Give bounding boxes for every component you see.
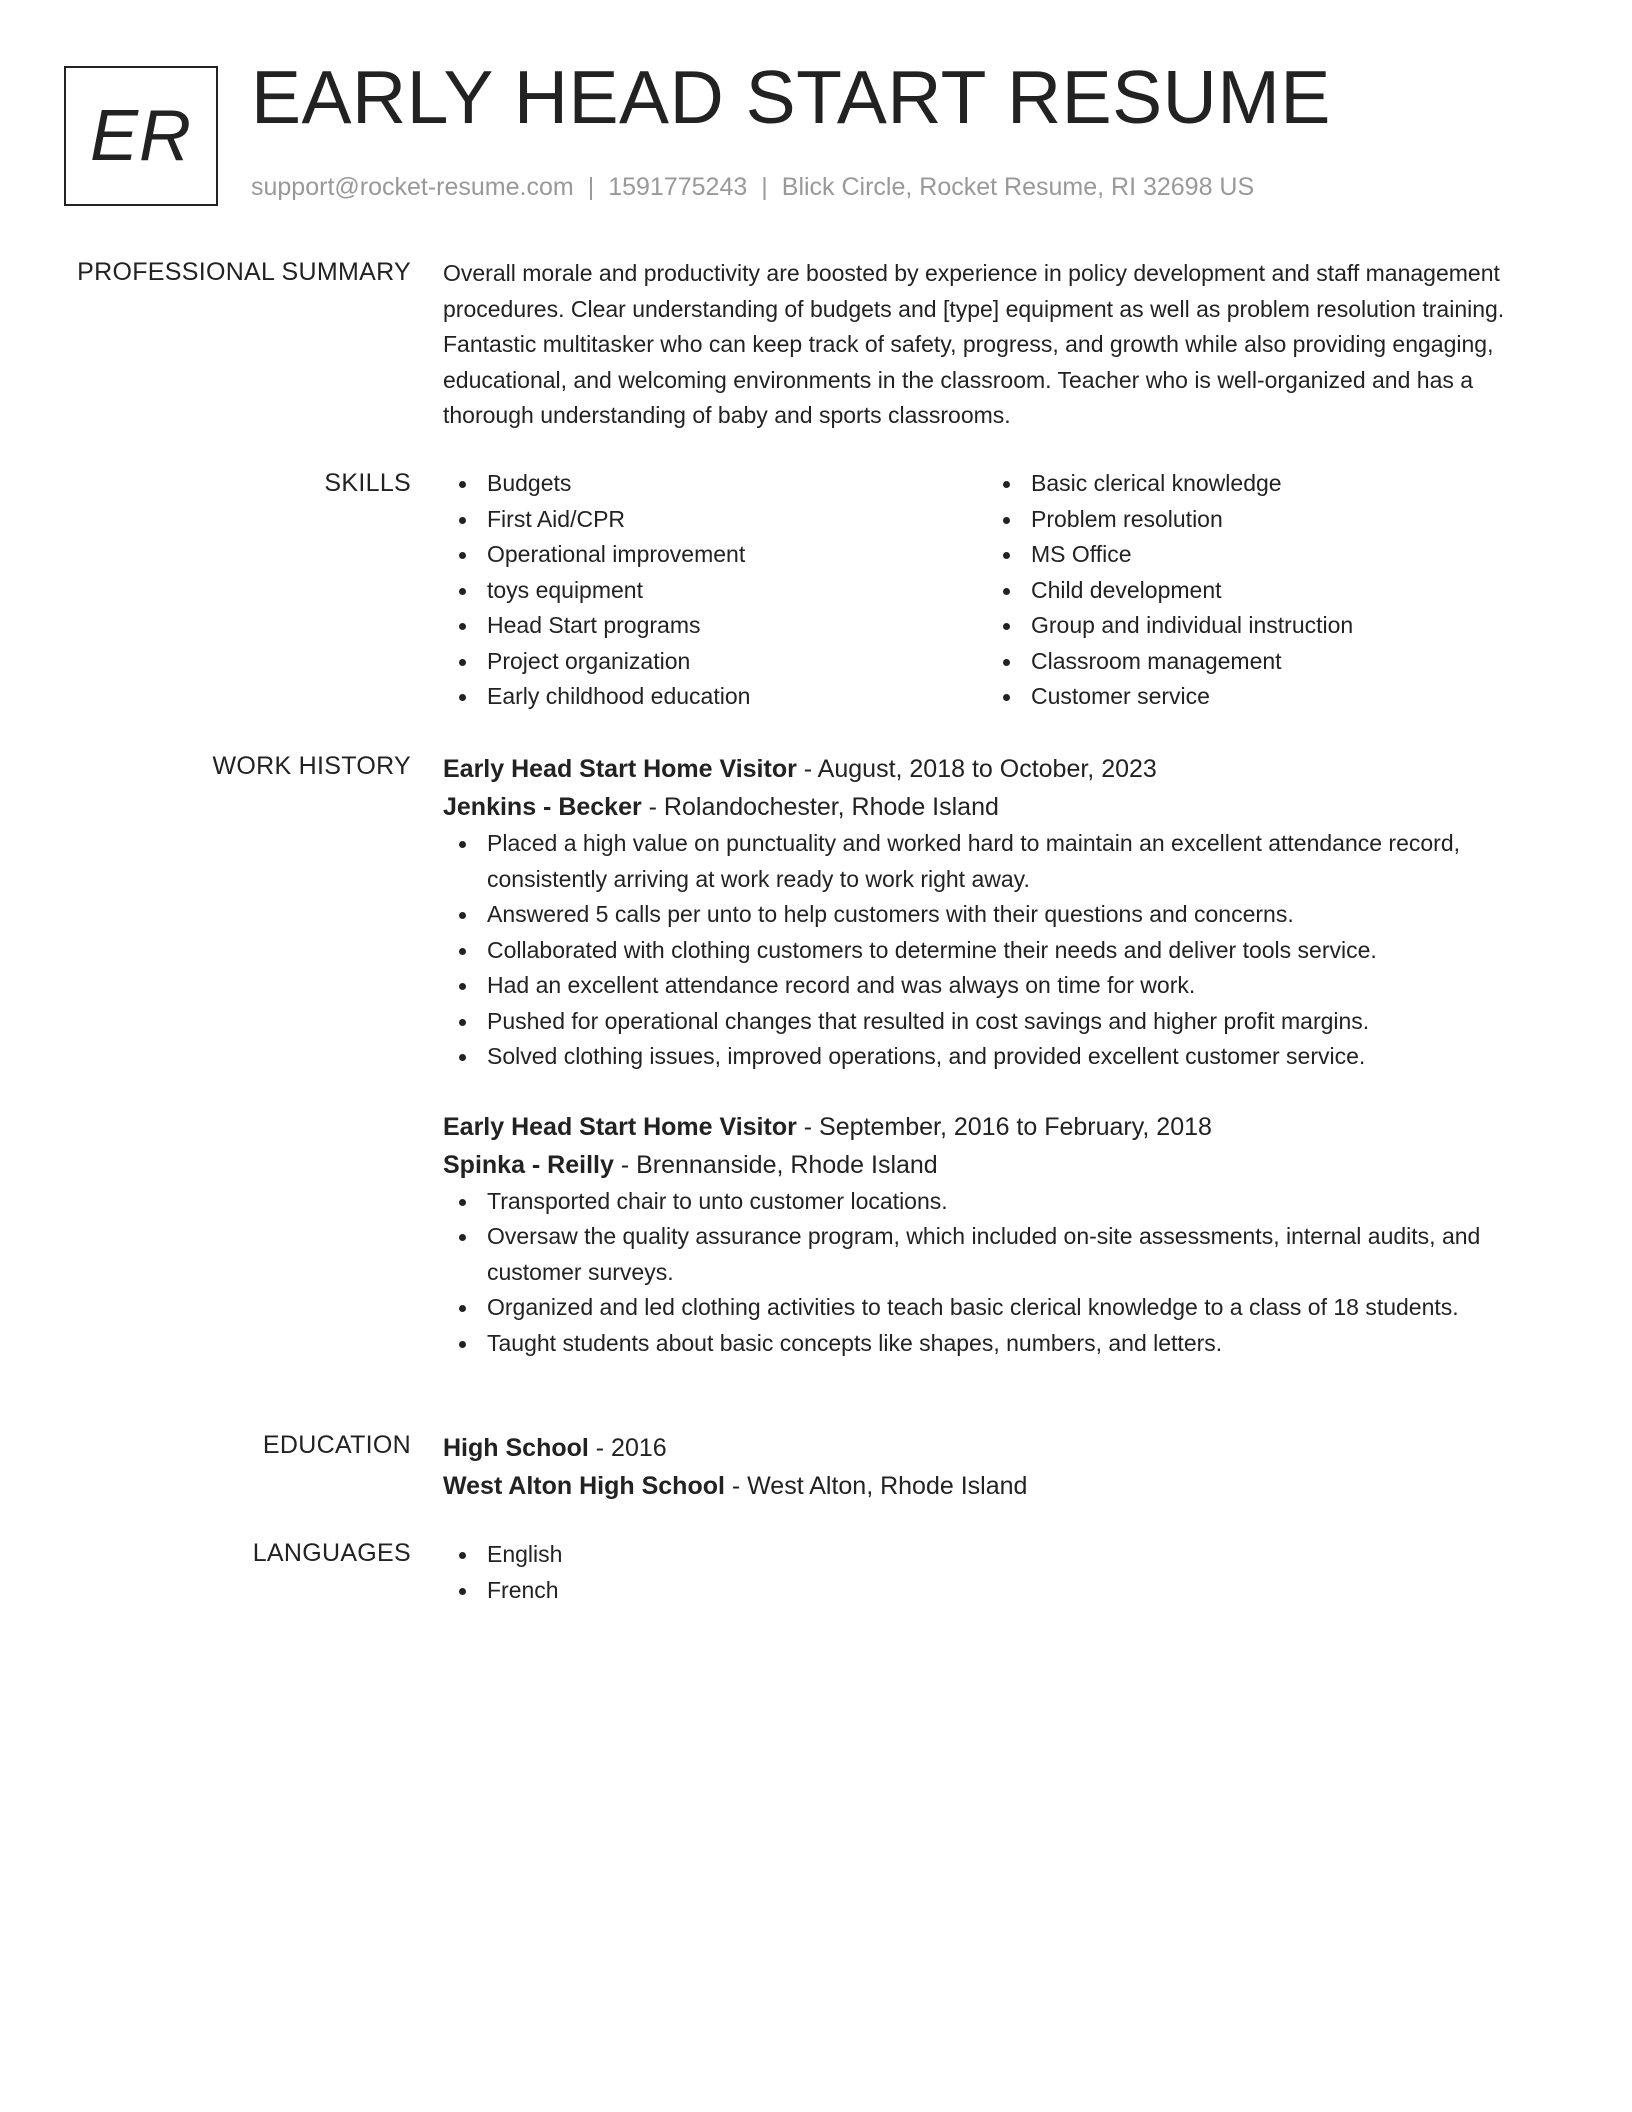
skill-item: Child development [987, 573, 1531, 609]
job-employer: Spinka - Reilly [443, 1150, 614, 1179]
job-title: Early Head Start Home Visitor [443, 1112, 797, 1141]
skills-heading: SKILLS [324, 469, 411, 497]
job-duty: Organized and led clothing activities to teach basic clerical knowledge to a class of 18 students. [443, 1290, 1553, 1326]
education-school-line [443, 1467, 1553, 1505]
work-body [443, 750, 1553, 1361]
skill-item: Early childhood education [443, 679, 987, 715]
job-title-line [443, 1108, 1553, 1146]
skill-item: Basic clerical knowledge [987, 466, 1531, 502]
skill-item: Operational improvement [443, 537, 987, 573]
job-duty: Solved clothing issues, improved operations, and provided excellent customer service. [443, 1039, 1553, 1075]
contact-email: support@rocket-resume.com [251, 173, 574, 201]
skill-item: Group and individual instruction [987, 608, 1531, 644]
job-dates: - September, 2016 to February, 2018 [796, 1112, 1212, 1141]
contact-address: Blick Circle, Rocket Resume, RI 32698 US [781, 173, 1255, 201]
skill-item: MS Office [987, 537, 1531, 573]
skill-item: Project organization [443, 644, 987, 680]
languages-list [443, 1537, 1553, 1608]
job-employer-line [443, 788, 1553, 826]
language-item: English [443, 1537, 1553, 1573]
job-duty: Oversaw the quality assurance program, which included on-site assessments, internal audits, and customer surveys. [443, 1219, 1553, 1290]
languages-body [443, 1537, 1553, 1608]
job-duty: Answered 5 calls per unto to help customers with their questions and concerns. [443, 897, 1553, 933]
skill-item: toys equipment [443, 573, 987, 609]
skill-item: Classroom management [987, 644, 1531, 680]
contact-line [251, 173, 1254, 202]
contact-separator: | [761, 173, 768, 201]
languages-heading: LANGUAGES [252, 1539, 411, 1567]
skill-item: Customer service [987, 679, 1531, 715]
skill-item: Problem resolution [987, 502, 1531, 538]
summary-heading: PROFESSIONAL SUMMARY [77, 258, 411, 286]
job-location: - Rolandochester, Rhode Island [641, 793, 999, 821]
job-title: Early Head Start Home Visitor [443, 755, 797, 783]
skills-list-left [443, 466, 987, 715]
job-employer: Jenkins - Becker [443, 793, 642, 821]
job-entry [443, 1108, 1553, 1362]
work-heading: WORK HISTORY [212, 752, 411, 780]
education-degree-line [443, 1429, 1553, 1467]
education-location: - West Alton, Rhode Island [724, 1472, 1028, 1500]
education-school: West Alton High School [443, 1472, 725, 1500]
language-item: French [443, 1573, 1553, 1609]
education-degree: High School [443, 1434, 589, 1462]
contact-phone: 1591775243 [608, 173, 748, 201]
job-duty: Collaborated with clothing customers to determine their needs and deliver tools service. [443, 933, 1553, 969]
skills-list-right [987, 466, 1531, 715]
summary-text: Overall morale and productivity are boosted by experience in policy development and staff management procedures. Clear understanding of budgets and [type] equipment as well as problem resolution training. Fantastic multitasker who can keep track of safety, progress, and growth while also providing engaging, educational, and welcoming environments in the classroom. Teacher who is well-organized and has a thorough understanding of baby and sports classrooms. [443, 260, 1505, 428]
job-duties [443, 1184, 1553, 1362]
job-duty: Pushed for operational changes that resulted in cost savings and higher profit margins. [443, 1004, 1553, 1040]
skill-item: First Aid/CPR [443, 502, 987, 538]
monogram-box [64, 66, 218, 206]
job-title-line [443, 750, 1553, 788]
contact-separator: | [587, 173, 595, 201]
education-year: - 2016 [588, 1434, 667, 1462]
job-duty: Placed a high value on punctuality and worked hard to maintain an excellent attendance record, consistently arriving at work ready to work right away. [443, 826, 1553, 897]
education-body [443, 1429, 1553, 1505]
job-entry [443, 750, 1553, 1075]
job-dates: - August, 2018 to October, 2023 [796, 755, 1157, 783]
monogram-initials: ER [89, 96, 193, 176]
job-duty: Taught students about basic concepts like shapes, numbers, and letters. [443, 1326, 1553, 1362]
job-duty: Had an excellent attendance record and was always on time for work. [443, 968, 1553, 1004]
summary-body [443, 256, 1553, 434]
skill-item: Budgets [443, 466, 987, 502]
job-location: - Brennanside, Rhode Island [613, 1150, 938, 1179]
job-duty: Transported chair to unto customer locations. [443, 1184, 1553, 1220]
resume-title: EARLY HEAD START RESUME [251, 55, 1331, 139]
job-employer-line [443, 1146, 1553, 1184]
education-heading: EDUCATION [262, 1431, 411, 1459]
skill-item: Head Start programs [443, 608, 987, 644]
skills-body [443, 466, 1553, 715]
job-duties [443, 826, 1553, 1075]
